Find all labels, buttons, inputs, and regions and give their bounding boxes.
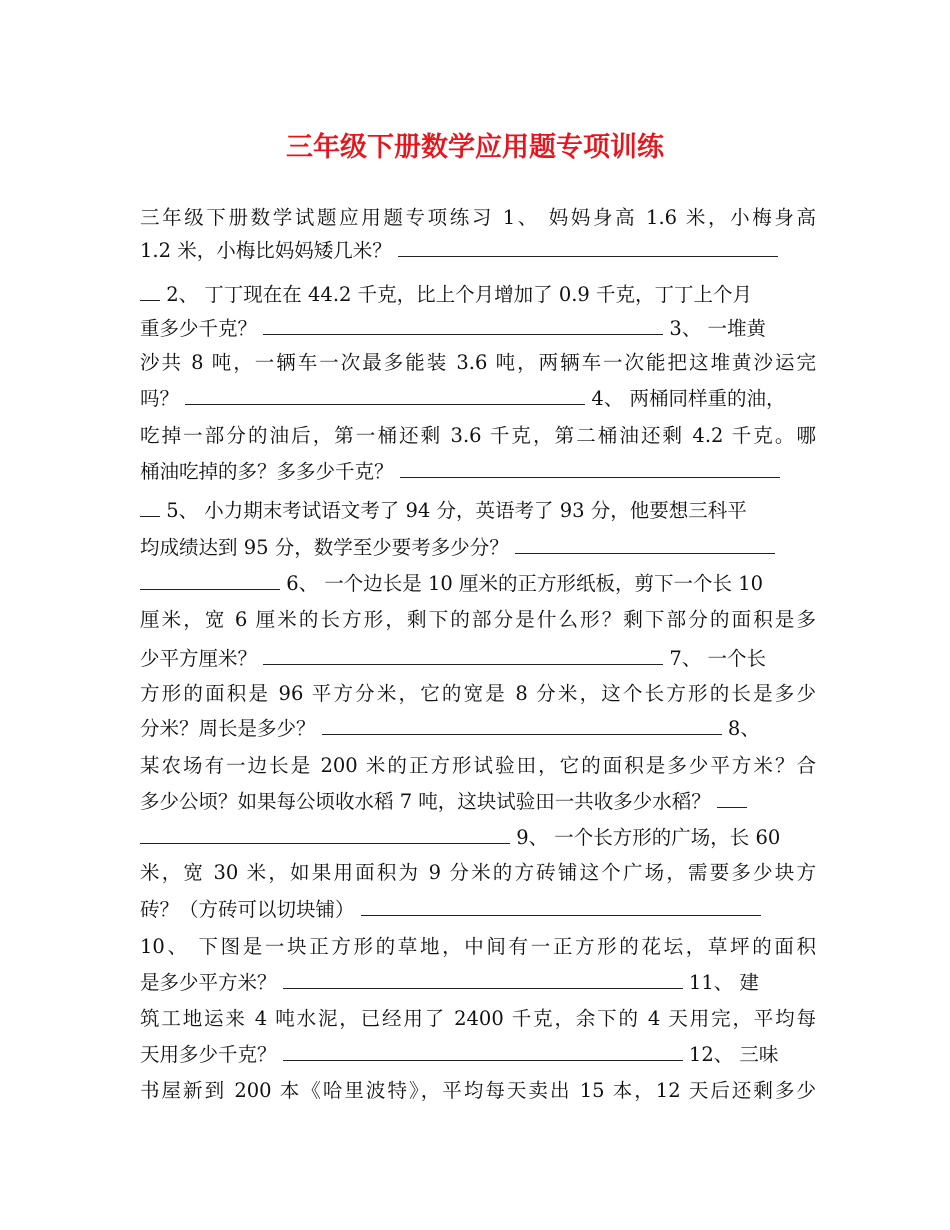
text-segment: 桶油吃掉的多？多多少千克？ xyxy=(140,460,394,483)
text-segment: 米，宽 30 米，如果用面积为 9 分米的方砖铺这个广场，需要多少块方 xyxy=(140,861,816,884)
text-line xyxy=(140,530,816,566)
text-segment: 筑工地运来 4 吨水泥，已经用了 2400 千克，余下的 4 天用完，平均每 xyxy=(140,1007,816,1030)
text-line xyxy=(140,855,816,891)
answer-blank[interactable] xyxy=(185,382,585,405)
answer-blank[interactable] xyxy=(263,642,663,665)
text-segment: 11、 建 xyxy=(688,971,759,994)
text-line xyxy=(140,311,816,347)
text-line xyxy=(140,200,816,236)
text-segment: 分米？周长是多少？ xyxy=(140,717,316,740)
text-segment: 是多少平方米？ xyxy=(140,971,277,994)
page-title: 三年级下册数学应用题专项训练 xyxy=(286,132,664,163)
answer-blank[interactable] xyxy=(717,785,747,808)
text-segment: 8、 xyxy=(727,717,760,740)
text-segment: 均成绩达到 95 分，数学至少要考多少分？ xyxy=(140,536,509,559)
answer-blank[interactable] xyxy=(140,567,280,590)
answer-blank[interactable] xyxy=(283,966,683,989)
text-line xyxy=(140,748,816,784)
text-line xyxy=(140,676,816,712)
text-segment: 吃掉一部分的油后，第一桶还剩 3.6 千克，第二桶油还剩 4.2 千克。哪 xyxy=(140,424,816,447)
text-segment: 厘米，宽 6 厘米的长方形，剩下的部分是什么形？剩下部分的面积是多 xyxy=(140,608,816,631)
text-line xyxy=(140,1037,816,1073)
answer-blank[interactable] xyxy=(140,494,160,517)
text-line xyxy=(140,1001,816,1037)
text-line xyxy=(140,711,816,747)
text-segment: 3、 一堆黄 xyxy=(669,317,767,340)
text-segment: 重多少千克？ xyxy=(140,317,258,340)
text-line xyxy=(140,345,816,381)
text-segment: 12、 三味 xyxy=(688,1043,779,1066)
text-segment: 少平方厘米？ xyxy=(140,647,258,670)
answer-blank[interactable] xyxy=(283,1038,683,1061)
text-line xyxy=(140,381,816,417)
text-segment: 6、 一个边长是 10 厘米的正方形纸板，剪下一个长 10 xyxy=(286,572,764,595)
text-segment: 书屋新到 200 本《哈里波特》，平均每天卖出 15 本，12 天后还剩多少 xyxy=(140,1079,816,1102)
text-segment: 方形的面积是 96 平方分米，它的宽是 8 分米，这个长方形的长是多少 xyxy=(140,682,816,705)
text-line xyxy=(140,602,816,638)
answer-blank[interactable] xyxy=(361,893,761,916)
text-line xyxy=(140,566,816,602)
text-segment: 吗？ xyxy=(140,387,180,410)
text-segment: 三年级下册数学试题应用题专项练习 1、 妈妈身高 1.6 米，小梅身高 xyxy=(140,206,816,229)
text-segment: 2、 丁丁现在在 44.2 千克，比上个月增加了 0.9 千克，丁丁上个月 xyxy=(166,283,753,306)
text-segment: 1.2 米，小梅比妈妈矮几米？ xyxy=(140,239,392,262)
text-segment: 9、 一个长方形的广场，长 60 xyxy=(516,826,781,849)
answer-blank[interactable] xyxy=(140,278,160,301)
text-line xyxy=(140,929,816,965)
text-line xyxy=(140,892,816,928)
text-line xyxy=(140,820,816,856)
answer-blank[interactable] xyxy=(515,531,775,554)
text-segment: 5、 小力期末考试语文考了 94 分，英语考了 93 分，他要想三科平 xyxy=(166,499,747,522)
text-line xyxy=(140,418,816,454)
text-line xyxy=(140,1073,816,1109)
text-segment: 天用多少千克？ xyxy=(140,1043,277,1066)
text-line xyxy=(140,965,816,1001)
text-segment: 砖？（方砖可以切块铺） xyxy=(140,898,355,921)
answer-blank[interactable] xyxy=(400,455,780,478)
text-line xyxy=(140,277,816,313)
text-segment: 4、 两桶同样重的油， xyxy=(591,387,786,410)
text-segment: 某农场有一边长是 200 米的正方形试验田，它的面积是多少平方米？合 xyxy=(140,754,816,777)
text-line xyxy=(140,233,816,269)
text-segment: 沙共 8 吨，一辆车一次最多能装 3.6 吨，两辆车一次能把这堆黄沙运完 xyxy=(140,351,816,374)
answer-blank[interactable] xyxy=(140,821,510,844)
text-line xyxy=(140,493,816,529)
text-line xyxy=(140,454,816,490)
text-segment: 多少公顷？如果每公顷收水稻 7 吨，这块试验田一共收多少水稻？ xyxy=(140,790,711,813)
text-segment: 10、 下图是一块正方形的草地，中间有一正方形的花坛，草坪的面积 xyxy=(140,935,816,958)
text-line xyxy=(140,784,816,820)
text-segment: 7、 一个长 xyxy=(669,647,767,670)
text-line xyxy=(140,641,816,677)
answer-blank[interactable] xyxy=(263,312,663,335)
answer-blank[interactable] xyxy=(398,234,778,257)
answer-blank[interactable] xyxy=(322,712,722,735)
